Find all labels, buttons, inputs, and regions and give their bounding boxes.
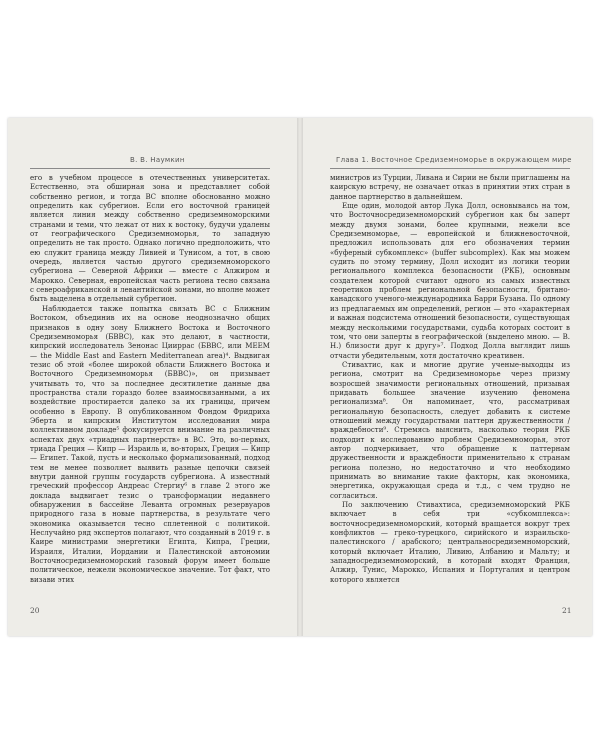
book-gutter xyxy=(297,118,303,636)
page-body xyxy=(330,173,570,584)
paragraph: Стивахтис, как и многие другие ученые-выходцы из региона, смотрит на Средиземноморье через призму возросшей значимости региональных отношений, призывая придавать большее значение изучению феномена регионализма⁸. Он напоминает, что, рассматривая региональную безопасность, следует добавить к системе отношений между государствами паттерн дружественности / враждебности⁹. Стремясь выяснить, насколько теория РКБ подходит к исследованию проблем Средиземноморья, этот автор подчеркивает, что обращение к паттернам дружественности и враждебности применительно к странам региона полезно, но недостаточно и что необходимо принимать во внимание такие факторы, как экономика, энергетика, окружающая среда и т.д., с чем трудно не согласиться. xyxy=(330,359,570,500)
running-header: Глава 1. Восточное Средиземноморье в окружающем мире xyxy=(336,156,572,164)
paragraph: его в учебном процессе в отечественных университетах. Естественно, эта обширная зона и представляет собой собственно регион, и тогда ВС вполне обоснованно можно определить как субрегион. Если его восточной границей является линия между собственно средиземноморскими странами и теми, что лежат от них к востоку, будучи удалены от географического Средиземноморья, то западную определить не так просто. Однако логично предположить, что ею служит граница между Ливией и Тунисом, а тот, в свою очередь, является частью другого средиземноморского субрегиона — Северной Африки — вместе с Алжиром и Марокко. Северная, европейская часть региона тесно связана с североафриканской и левантийской зонами, но вполне может быть выделена в отдельный субрегион. xyxy=(30,173,270,304)
right-page xyxy=(300,118,592,636)
left-page xyxy=(8,118,300,636)
paragraph: По заключению Стивахтиса, средиземноморский РКБ включает в себя три «субкомплекса»: восточносредиземноморский, который вращается вокруг трех конфликтов — греко-турецкого, сирийского и израильско-палестинского / арабского; центральносредиземноморский, который включает Италию, Ливию, Албанию и Мальту; и западносредиземноморский, в который входят Франция, Алжир, Тунис, Марокко, Испания и Португалия и центром которого является xyxy=(330,500,570,584)
page-body xyxy=(30,173,270,584)
header-rule xyxy=(30,168,270,169)
paragraph: Наблюдается также попытка связать ВС с Ближним Востоком, объединив их на основе неоднозначно общих признаков в одну зону Ближнего Востока и Восточного Средиземноморья (БВВС), как это делают, в частности, кипрский исследователь Зенонас Цииррас (БВВС, или MEEM — the Middle East and Eastern Mediterranean area)⁴. Выдвигая тезис об этой «более широкой области Ближнего Востока и Восточного Средиземноморья (БВВС)», он призывает учитывать то, что за последнее десятилетие данные два пространства стали гораздо более взаимосвязанными, а их воздействие простирается далеко за их границы, причем особенно в Европу. В опубликованном Фондом Фридриха Эберта и кипрским Институтом исследования мира коллективном докладе⁵ фокусируется внимание на различных аспектах двух «триадных партнерств» в ВС. Это, во-первых, триада Греция — Кипр — Израиль и, во-вторых, Греция — Кипр — Египет. Такой, пусть и несколько формализованный, подход тем не менее позволяет выявить разные цепочки связей внутри данной группы государств субрегиона. А известный греческий профессор Андреас Стергиу⁶ в главе 2 этого же доклада выдвигает тезис о трансформации недавнего обнаружения в бассейне Леванта огромных резервуаров природного газа в новые партнерства, в результате чего экономика оказывается тесно сплетенной с политикой. Неслучайно ряд экспертов полагают, что созданный в 2019 г. в Каире министрами энергетики Египта, Кипра, Греции, Израиля, Италии, Иордании и Палестинской автономии Восточносредиземноморский газовый форум имеет больше политическое, нежели экономическое значение. Тот факт, что визави этих xyxy=(30,303,270,584)
page-number: 20 xyxy=(30,606,40,615)
paragraph: министров из Турции, Ливана и Сирии не были приглашены на каирскую встречу, не означает отказ в принятии этих стран в данное партнерство в дальнейшем. xyxy=(330,173,570,201)
paragraph: Еще один, молодой автор Лука Долл, основываясь на том, что Восточносредиземноморский субрегион как бы заперт между двумя зонами, более крупными, нежели все Средиземноморье, — европейской и ближневосточной, предложил использовать для его обозначения термин «буферный субкомплекс» (buffer subcomplex). Как мы можем судить по этому термину, Долл исходит из логики теории регионального комплекса безопасности (РКБ), основным создателем которой считают одного из самых известных теоретиков проблем региональной безопасности, британо-канадского ученого-международника Барри Бузана. По одному из предлагаемых им определений, регион — это «характерная и важная подсистема отношений безопасности, существующая между несколькими государствами, судьба которых состоит в том, что они заперты в географической (выделено мною. — В. Н.) близости друг к другу»⁷. Подход Долла выглядит лишь отчасти убедительным, хотя достаточно креативен. xyxy=(330,201,570,360)
page-number: 21 xyxy=(562,606,572,615)
header-rule xyxy=(330,168,570,169)
book-spread xyxy=(8,118,592,636)
running-header: В. В. Наумкин xyxy=(130,156,185,164)
